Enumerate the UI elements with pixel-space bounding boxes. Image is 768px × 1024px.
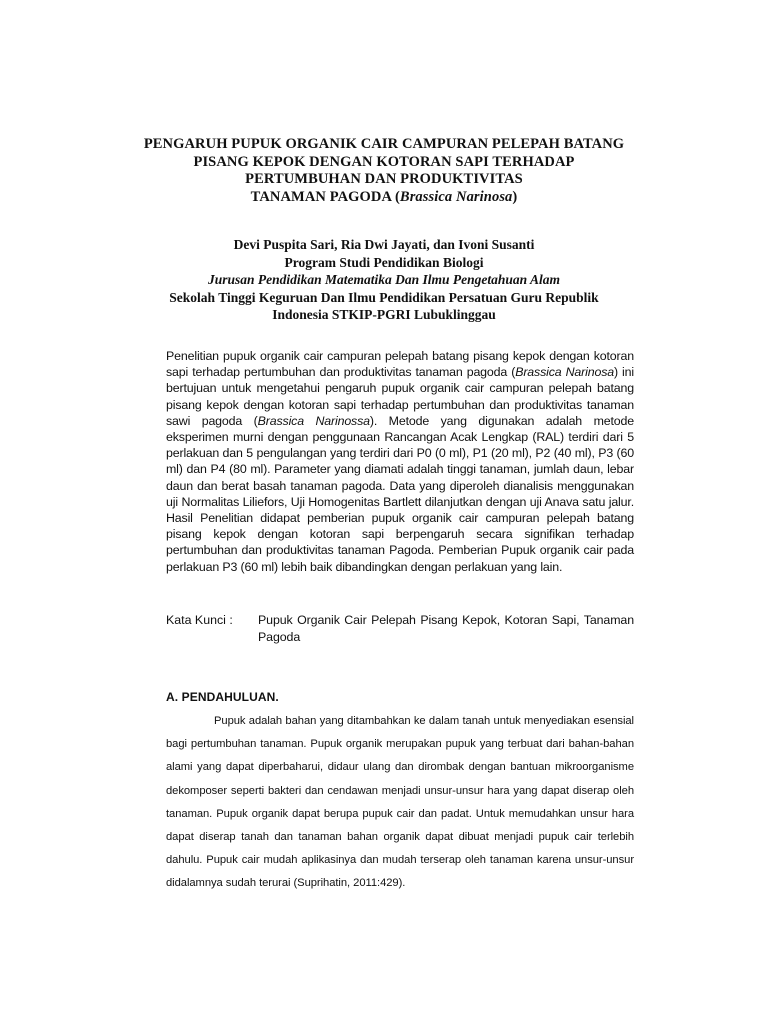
title-line-1: PENGARUH PUPUK ORGANIK CAIR CAMPURAN PELEPAH BATANG [143,136,625,152]
institution-line-1: Sekolah Tinggi Keguruan Dan Ilmu Pendidikan Persatuan Guru Republik [169,289,599,305]
department: Jurusan Pendidikan Matematika Dan Ilmu Pengetahuan Alam [207,272,561,287]
abstract-text-3: ). Metode yang digunakan adalah metode eksperimen murni dengan penggunaan Rancangan Acak Lengkap (RAL) terdiri dari 5 perlakuan dan 5 pengulangan yang terdiri dari P0 (0 ml), P1 (20 ml), P2 (40 ml), P3 (60 ml) dan P4 (80 ml). Parameter yang diamati adalah tinggi tanaman, jumlah daun, lebar daun dan berat basah tanaman pagoda. Data yang diperoleh dianalisis menggunakan uji Normalitas Liliefors, Uji Homogenitas Bartlett dilanjutkan dengan uji Anava satu jalur. Hasil Penelitian didapat pemberian pupuk organik cair campuran pelepah batang pisang kepok dengan kotoran sapi berpengaruh secara signifikan terhadap pertumbuhan dan produktivitas tanaman Pagoda. Pemberian Pupuk organik cair pada perlakuan P3 (60 ml) lebih baik dibandingkan dengan perlakuan yang lain. [166,413,634,574]
abstract-text-2: ) ini bertujuan untuk mengetahui pengaruh pupuk organik cair campuran pelepah batang pisang kepok dengan kotoran sapi terhadap pertumbuhan dan produktivitas tanaman sawi pagoda ( [166,365,635,428]
keywords-label: Kata Kunci : [166,613,233,627]
title-line-2: PISANG KEPOK DENGAN KOTORAN SAPI TERHADAP [193,153,575,170]
abstract-paragraph [166,348,634,575]
study-program: Program Studi Pendidikan Biologi [284,254,484,270]
paper-title [120,136,648,206]
introduction-paragraph: Pupuk adalah bahan yang ditambahkan ke dalam tanah untuk menyediakan esensial bagi pertumbuhan tanaman. Pupuk organik merupakan pupuk yang terbuat dari bahan-bahan alami yang dapat diperbaharui, didaur ulang dan dirombak dengan bantuan mikroorganisme dekomposer seperti bakteri dan cendawan menjadi unsur-unsur hara yang dapat diserap oleh tanaman. Pupuk organik dapat berupa pupuk cair dan padat. Untuk memudahkan unsur hara dapat diserap tanah dan tanaman bahan organik dapat dibuat menjadi pupuk cair terlebih dahulu. Pupuk cair mudah aplikasinya dan mudah terserap oleh tanaman karena unsur-unsur didalamnya sudah terurai (Suprihatin, 2011:429). [166,715,634,890]
title-line-4 [120,189,648,207]
title-line-4-suffix: ) [512,188,518,205]
section-heading: A. PENDAHULUAN. [166,690,279,704]
abstract-species-1: Brassica Narinosa [515,365,614,380]
title-line-3: PERTUMBUHAN DAN PRODUKTIVITAS [245,171,523,187]
author-block [120,236,648,324]
author-names: Devi Puspita Sari, Ria Dwi Jayati, dan Ivoni Susanti [233,237,535,252]
institution-line-2: Indonesia STKIP-PGRI Lubuklinggau [272,307,496,322]
abstract-text-1: Penelitian pupuk organik cair campuran pelepah batang pisang kepok dengan kotoran sapi terhadap pertumbuhan dan produktivitas tanaman pagoda ( [166,349,634,380]
keywords-value: Pupuk Organik Cair Pelepah Pisang Kepok, Kotoran Sapi, Tanaman Pagoda [258,613,634,644]
title-line-4-prefix: TANAMAN PAGODA ( [250,188,400,205]
title-species-name: Brassica Narinosa [399,188,513,205]
abstract-species-2: Brassica Narinossa [257,413,370,428]
keywords-row [166,612,634,645]
